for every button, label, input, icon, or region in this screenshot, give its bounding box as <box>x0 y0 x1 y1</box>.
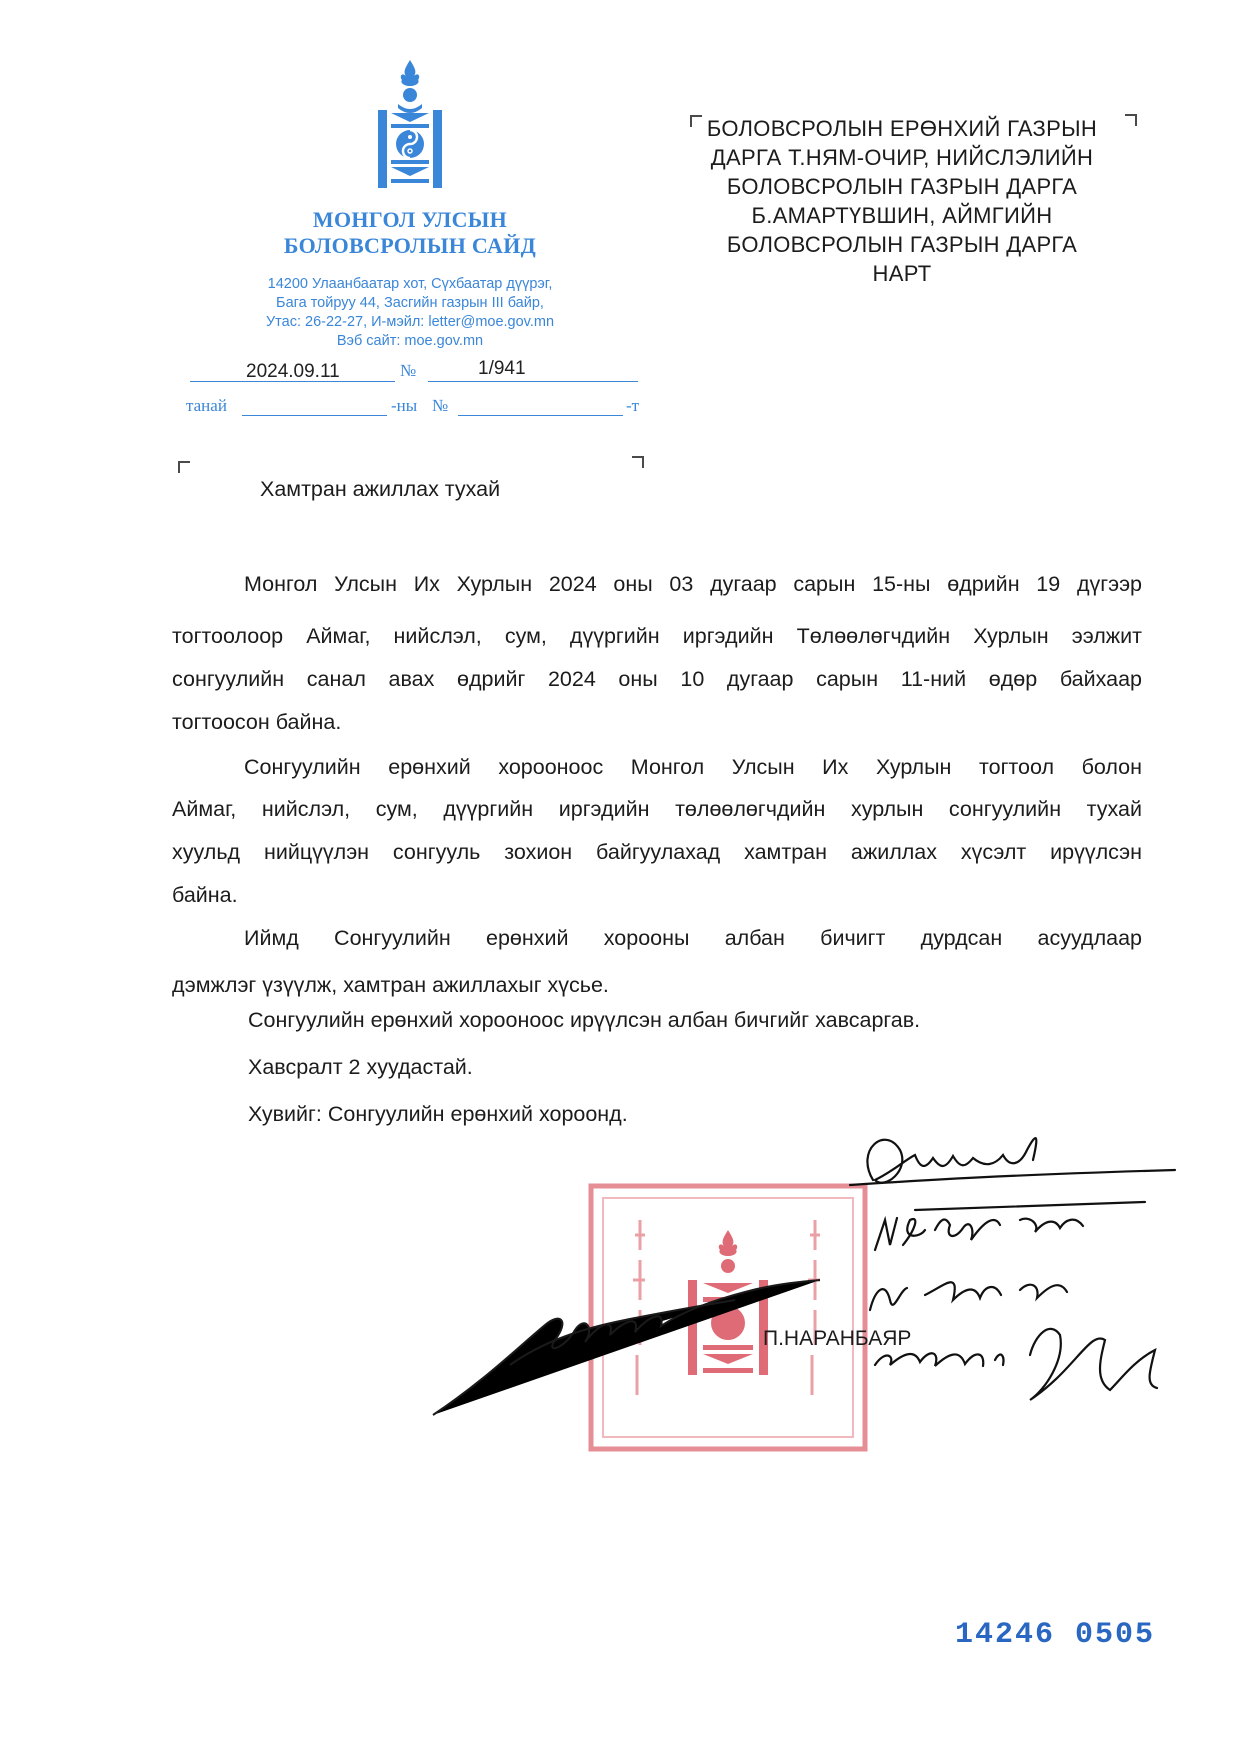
paragraph-line: Монгол Улсын Их Хурлын 2024 оны 03 дугаар сарын 15-ны өдрийн 19 дүгээр <box>244 572 1142 596</box>
letter-date: 2024.09.11 <box>246 361 340 382</box>
your-date-underline <box>242 414 387 416</box>
paragraph-line: байна. <box>172 883 238 907</box>
copy-to: Хувийг: Сонгуулийн ерөнхий хороонд. <box>248 1102 628 1126</box>
org-name-line1: МОНГОЛ УЛСЫН <box>312 207 508 232</box>
number-sign-2: № <box>432 396 449 415</box>
contact-line: Утас: 26-22-27, И-мэйл: letter@moe.gov.mn <box>265 314 555 330</box>
soyombo-emblem-icon <box>375 58 445 190</box>
your-label: танай <box>186 396 227 415</box>
website-line: Вэб сайт: moe.gov.mn <box>336 333 484 349</box>
addressee-line: Б.АМАРТҮВШИН, АЙМГИЙН <box>751 203 1053 228</box>
address-line: Бага тойруу 44, Засгийн газрын III байр, <box>276 295 544 311</box>
paragraph-line: тогтоолоор Аймаг, нийслэл, сум, дүүргийн иргэдийн Төлөөлөгчдийн Хурлын ээлжит <box>172 624 1142 648</box>
handwritten-resolution-note <box>845 1120 1185 1445</box>
org-name-line2: БОЛОВСРОЛЫН САЙД <box>283 233 537 258</box>
addressee-line: ДАРГА Т.НЯМ-ОЧИР, НИЙСЛЭЛИЙН <box>710 145 1094 170</box>
addressee-line: БОЛОВСРОЛЫН ГАЗРЫН ДАРГА <box>726 232 1078 257</box>
paragraph-line: тогтоосон байна. <box>172 710 342 734</box>
subject-corner-left <box>178 461 190 473</box>
addressee-line: НАРТ <box>872 261 932 286</box>
addressee-line: БОЛОВСРОЛЫН ГАЗРЫН ДАРГА <box>726 174 1078 199</box>
signer-name: П.НАРАНБАЯР <box>763 1327 912 1350</box>
paragraph-line: дэмжлэг үзүүлж, хамтран ажиллахыг хүсье. <box>172 973 609 997</box>
paragraph-line: хуульд нийцүүлэн сонгууль зохион байгуулахад хамтран ажиллах хүсэлт ирүүлсэн <box>172 840 1142 864</box>
attachment-note: Сонгуулийн ерөнхий хорооноос ирүүлсэн албан бичгийг хавсаргав. <box>248 1008 921 1032</box>
letter-number: 1/941 <box>478 358 526 379</box>
your-number-underline <box>458 414 623 416</box>
addressee-line: БОЛОВСРОЛЫН ЕРӨНХИЙ ГАЗРЫН <box>706 116 1098 141</box>
t-label: -т <box>626 396 640 415</box>
letter-subject: Хамтран ажиллах тухай <box>260 477 501 501</box>
number-sign: № <box>400 361 417 380</box>
paragraph-line: Иймд Сонгуулийн ерөнхий хорооны албан бичигт дурдсан асуудлаар <box>244 926 1142 950</box>
paragraph-line: сонгуулийн санал авах өдрийг 2024 оны 10 дугаар сарын 11-ний өдөр байхаар <box>172 667 1142 691</box>
registration-number: 14246 0505 <box>955 1618 1156 1652</box>
ny-label: -ны <box>391 396 418 415</box>
signature-strokes <box>425 1270 825 1430</box>
subject-corner-right <box>632 456 644 468</box>
paragraph-line: Сонгуулийн ерөнхий хорооноос Монгол Улсын Их Хурлын тогтоол болон <box>244 755 1142 779</box>
paragraph-line: Аймаг, нийслэл, сум, дүүргийн иргэдийн төлөөлөгчдийн хурлын сонгуулийн тухай <box>172 797 1142 821</box>
attachment-pages: Хавсралт 2 хуудастай. <box>248 1055 473 1079</box>
number-underline <box>428 380 638 382</box>
address-line: 14200 Улаанбаатар хот, Сүхбаатар дүүрэг, <box>267 276 553 292</box>
